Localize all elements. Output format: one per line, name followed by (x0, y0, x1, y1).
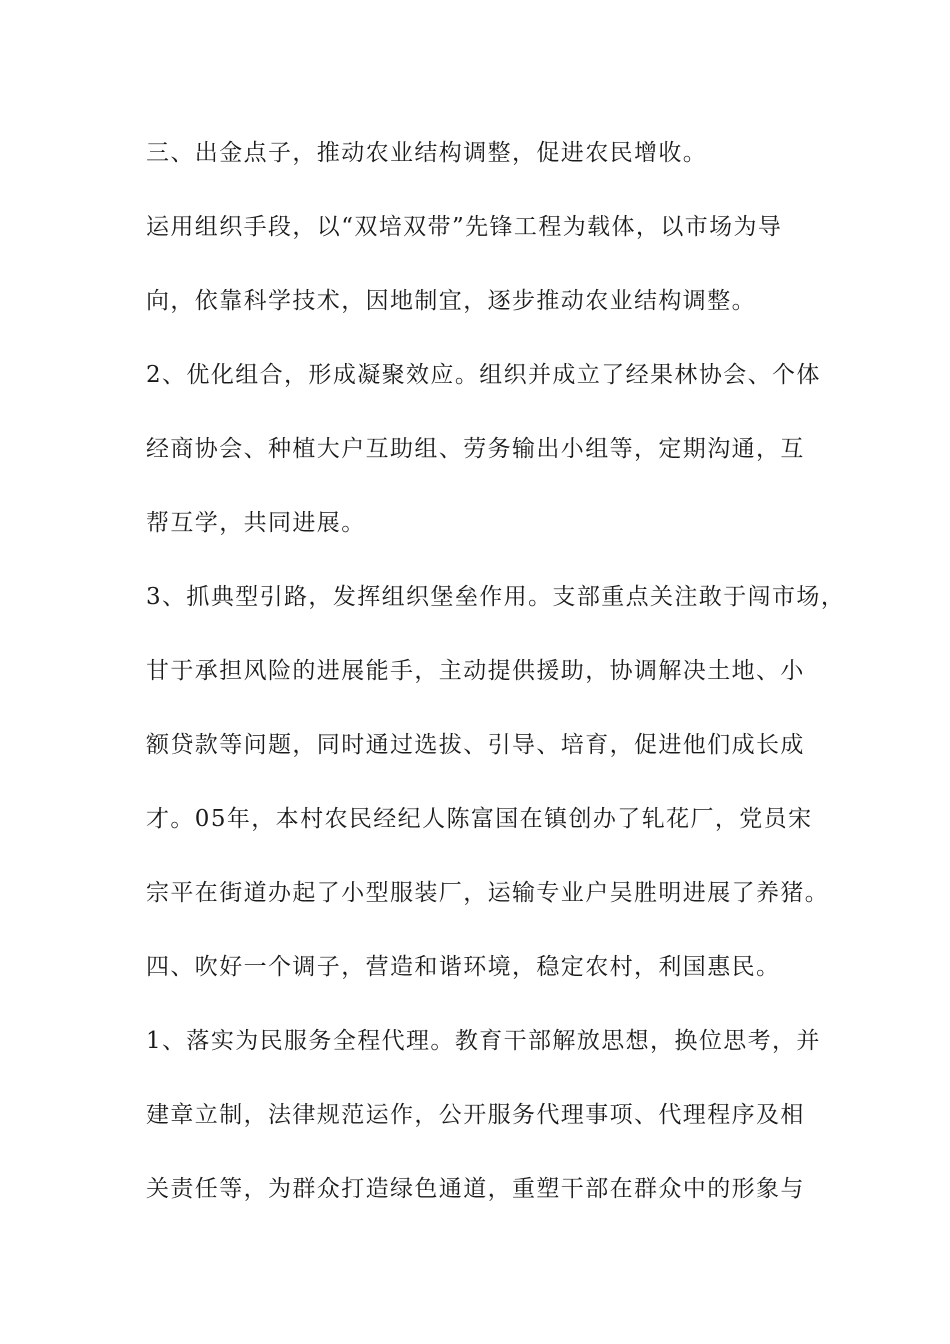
list-item-2-line: 2、优化组合，形成凝聚效应。组织并成立了经果林协会、个体 (146, 362, 821, 388)
list-item-1-line: 1、落实为民服务全程代理。教育干部解放思想，换位思考，并 (146, 1028, 821, 1054)
paragraph-line: 向，依靠科学技术，因地制宜，逐步推动农业结构调整。 (146, 288, 756, 314)
paragraph-line: 运用组织手段，以“双培双带”先锋工程为载体，以市场为导 (146, 214, 783, 240)
paragraph-line: 经商协会、种植大户互助组、劳务输出小组等，定期沟通，互 (146, 436, 805, 462)
paragraph-line: 帮互学，共同进展。 (146, 510, 366, 536)
paragraph-line: 建章立制，法律规范运作，公开服务代理事项、代理程序及相 (146, 1102, 805, 1128)
paragraph-line: 关责任等，为群众打造绿色通道，重塑干部在群众中的形象与 (146, 1176, 805, 1202)
paragraph-line: 宗平在街道办起了小型服装厂，运输专业户吴胜明进展了养猪。 (146, 880, 830, 906)
section-heading-4: 四、吹好一个调子，营造和谐环境，稳定农村，利国惠民。 (146, 954, 781, 980)
paragraph-line: 甘于承担风险的进展能手，主动提供援助，协调解决土地、小 (146, 658, 805, 684)
section-heading-3: 三、出金点子，推动农业结构调整，促进农民增收。 (146, 140, 708, 166)
paragraph-line: 额贷款等问题，同时通过选拔、引导、培育，促进他们成长成 (146, 732, 805, 758)
paragraph-line: 才。05年，本村农民经纪人陈富国在镇创办了轧花厂，党员宋 (146, 806, 813, 832)
list-item-3-line: 3、抓典型引路，发挥组织堡垒作用。支部重点关注敢于闯市场， (146, 584, 846, 610)
